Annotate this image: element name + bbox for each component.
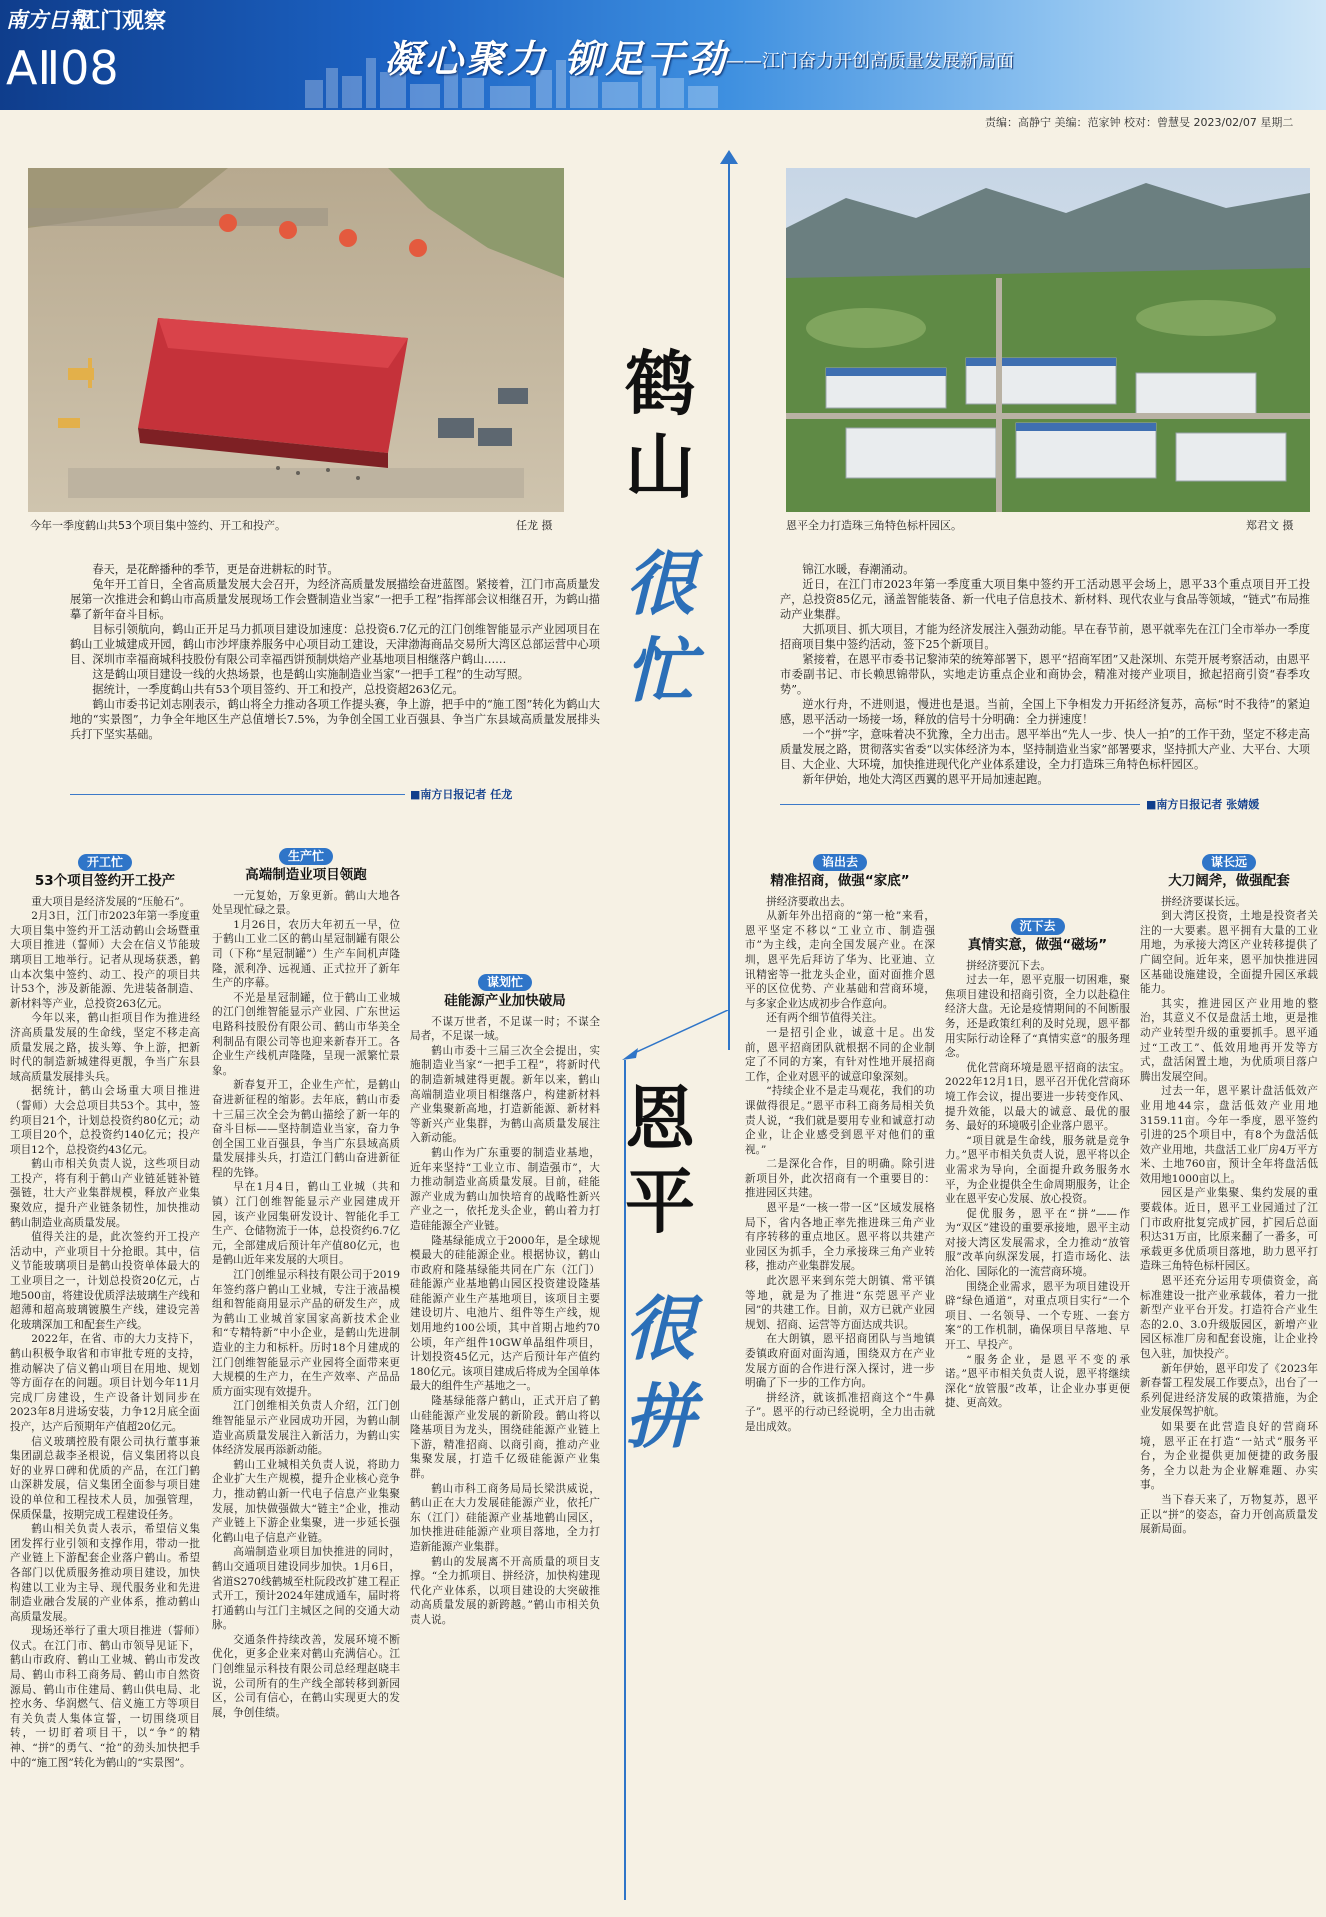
flow-arrow-graphic bbox=[600, 1010, 750, 1070]
article-paragraph: 江门创维相关负责人介绍，江门创维智能显示产业园成功开园，为鹤山制造业高质量发展注入新活力，为鹤山实体经济发展再添新动能。 bbox=[212, 1400, 400, 1457]
article-paragraph: 现场还举行了重大项目推进（誓师）仪式。在江门市、鹤山市领导见证下，鹤山市政府、鹤山工业城、鹤山市发改局、鹤山市科工商务局、鹤山市自然资源局、鹤山市住建局、鹤山供电局、北控水务、华润燃气、信义施工方等项目有关负责人集体宣誓，一切围绕项目转，一切盯着项目干，以“争”的精神、“拼”的勇气、“抢”的劲头加快把手中的“施工图”转化为鹤山的“实景图”。 bbox=[10, 1625, 200, 1769]
left-photo-caption: 今年一季度鹤山共53个项目集中签约、开工和投产。 bbox=[30, 519, 286, 532]
article-paragraph: 拼经济要敢出去。 bbox=[766, 895, 851, 908]
article-paragraph: 在大朗镇，恩平招商团队与当地镇委镇政府面对面沟通，围绕双方在产业发展方面的合作进行深入探讨，进一步明确了下一步的工作方向。 bbox=[745, 1333, 935, 1390]
left-photo-credit: 任龙 摄 bbox=[516, 519, 553, 532]
masthead-banner bbox=[0, 0, 1326, 110]
heshan-intro-paragraph: 鹤山市委书记刘志刚表示，鹤山将全力推动各项工作提头赛，争上游，把手中的“施工图”转化为鹤山大地的“实景图”，力争全年地区生产总值增长7.5%，为争创全国工业百强县、争当广东县域高质量发展排头兵打下坚实基础。 bbox=[70, 698, 600, 741]
article-paragraph: 鹤山市相关负责人说，这些项目动工投产，将有利于鹤山产业链延链补链强链，壮大产业集群规模，释放产业集聚效应，提升产业链条韧性，加快推动鹤山制造业高质量发展。 bbox=[10, 1158, 200, 1229]
heshan-section-kaigong bbox=[10, 848, 200, 1913]
enping-intro-paragraph: 一个“拼”字，意味着决不犹豫，全力出击。恩平举出“先人一步、快人一拍”的工作干劲，坚定不移走高质量发展之路，贯彻落实省委“以实体经济为本，坚持制造业当家”部署要求，坚持抓大产业、大平台、大项目、大企业、大环境，加快推进现代化产业体系建设，全力打造珠三角特色标杆园区。 bbox=[780, 728, 1310, 771]
article-paragraph: “持续企业不是走马观花，我们的功课做得很足。”恩平市科工商务局相关负责人说，“我们就是要用专业和诚意打动企业，让企业感受到恩平对他们的重视。” bbox=[745, 1085, 935, 1156]
heshan-intro bbox=[70, 562, 600, 742]
enping-intro-paragraph: 紧接着，在恩平市委书记黎沛荣的统筹部署下，恩平“招商军团”又赴深圳、东莞开展考察活动，由恩平市委副书记、市长赖思锦带队，实地走访重点企业和商协会，精准对接产业项目，掀起招商引资“春季攻势”。 bbox=[780, 653, 1310, 696]
enping-section-chuqu bbox=[745, 848, 935, 1913]
heshan-intro-paragraph: 兔年开工首日，全省高质量发展大会召开，为经济高质量发展描绘奋进蓝图。紧接着，江门市高质量发展第一次推进会和鹤山市高质量发展现场工作会暨制造业当家“一把手工程”指挥部会议相继召开，为鹤山描摹了新年奋斗目标。 bbox=[70, 578, 600, 621]
article-paragraph: 过去一年，恩平累计盘活低效产业用地44宗，盘活低效产业用地3159.11亩。今年一季度，恩平签约引进的25个项目中，有8个为盘活低效产业用地，共盘活工业厂房4万平方米、土地760亩，预计全年将盘活低效用地1000亩以上。 bbox=[1140, 1085, 1318, 1185]
enping-byline: ■南方日报记者 张婧媛 bbox=[1146, 798, 1260, 811]
enping-title-char-3: 很 bbox=[625, 1287, 695, 1370]
article-paragraph: 隆基绿能成立于2000年，是全球规模最大的硅能源企业。根据协议，鹤山市政府和隆基绿能共同在广东（江门）硅能源产业基地鹤山园区投资建设隆基硅能源产业生产基地项目，该项目主要建设切片、电池片、组件等生产线，规划用地约100公顷，其中首期占地约70公顷，年产组件10GW单晶组件项目，计划投资45亿元，达产后预计年产值约180亿元。该项目建成后将成为全国单体最大的组件生产基地之一。 bbox=[410, 1234, 600, 1393]
article-paragraph: 鹤山市科工商务局局长梁洪威说，鹤山正在大力发展硅能源产业，依托广东（江门）硅能源产业基地鹤山园区，加快推进硅能源产业项目落地，全力打造新能源产业集群。 bbox=[410, 1482, 600, 1553]
article-paragraph: 围绕企业需求，恩平为项目建设开辟“绿色通道”，对重点项目实行“一个项目、一名领导、一个专班、一套方案”的工作机制，确保项目早落地、早开工、早投产。 bbox=[945, 1280, 1130, 1352]
heshan-section-shengchan bbox=[212, 842, 400, 1913]
enping-intro-paragraph: 新年伊始，地处大湾区西翼的恩平开局加速起跑。 bbox=[802, 773, 1049, 786]
article-paragraph: 据统计，鹤山会场重大项目推进（誓师）大会总项目共53个。其中，签约项目21个，计划总投资约80亿元；动工项目20个，总投资约140亿元；投产项目12个，总投资约43亿元。 bbox=[10, 1085, 200, 1156]
construction-site-illustration bbox=[28, 168, 564, 512]
heshan-intro-paragraph: 春天，是花醉播种的季节，更是奋进耕耘的时节。 bbox=[92, 563, 339, 576]
heshan-byline-rule bbox=[70, 794, 405, 795]
enping-section-changyuan bbox=[1140, 848, 1318, 1913]
article-paragraph: 园区是产业集聚、集约发展的重要载体。近日，恩平工业园通过了江门市政府批复完成扩园，扩园后总面积达31万亩，比原来翻了一番多，可承载更多优质项目落地，助力恩平打造珠三角特色标杆园区。 bbox=[1140, 1187, 1318, 1273]
heshan-title-char-3: 很 bbox=[625, 542, 695, 625]
enping-intro bbox=[780, 562, 1310, 787]
article-paragraph: 鹤山相关负责人表示，希望信义集团发挥行业引领和支撑作用，带动一批产业链上下游配套企业落户鹤山。希望各部门以优质服务推动项目建设，加快构建以工业为主导、现代服务业和先进制造业融合发展的产业体系，推动鹤山高质量发展。 bbox=[10, 1523, 200, 1623]
enping-byline-rule bbox=[780, 804, 1140, 805]
article-paragraph: 高端制造业项目加快推进的同时，鹤山交通项目建设同步加快。1月6日，省道S270线鹤城至杜阮段改扩建工程正式开工，预计2024年建成通车，届时将打通鹤山与江门主城区之间的交通大动脉。 bbox=[212, 1546, 400, 1632]
enping-title-char-4: 拼 bbox=[625, 1375, 695, 1458]
section-title: 大刀阔斧，做强配套 bbox=[1168, 873, 1290, 889]
divider-line-lower bbox=[624, 1060, 626, 1900]
heshan-title-char-4: 忙 bbox=[625, 629, 695, 712]
article-paragraph: 鹤山作为广东重要的制造业基地，近年来坚持“工业立市、制造强市”，大力推动制造业高质量发展。目前，硅能源产业成为鹤山加快培育的战略性新兴产业之一，依托龙头企业，鹤山着力打造硅能源全产业链。 bbox=[410, 1146, 600, 1232]
article-paragraph: 从新年外出招商的“第一枪”来看，恩平坚定不移以“工业立市、制造强市”为主线，走向全国发展产业。在深圳，恩平先后拜访了华为、比亚迪、立讯精密等一批龙头企业，面对面推介恩平的区位优势、产业基础和营商环境，与多家企业达成初步合作意向。 bbox=[745, 910, 935, 1010]
article-paragraph: 优化营商环境是恩平招商的法宝。2022年12月1日，恩平召开优化营商环境工作会议，提出要进一步转变作风、提升效能，以最大的诚意、最优的服务、最好的环境吸引企业落户恩平。 bbox=[945, 1061, 1130, 1133]
section-title: 53个项目签约开工投产 bbox=[34, 873, 176, 889]
article-paragraph: 交通条件持续改善，发展环境不断优化，更多企业来对鹤山充满信心。江门创维显示科技有限公司总经理赵晓丰说，公司所有的生产线全部转移到新园区，公司有信心，在鹤山实现更大的发展，争创佳绩。 bbox=[212, 1633, 400, 1719]
article-paragraph: 不光是星冠制罐，位于鹤山工业城的江门创维智能显示产业园、广东世运电路科技股份有限公司、鹤山市华美全利制品有限公司等也迎来新春开工。各企业生产线机声隆隆，呈现一派繁忙景象。 bbox=[212, 991, 400, 1077]
enping-intro-paragraph: 近日，在江门市2023年第一季度重大项目集中签约开工活动恩平会场上，恩平33个重点项目开工投产，总投资85亿元，涵盖智能装备、新一代电子信息技术、新材料、现代农业与食品等领域，“链式”布局推动产业集群。 bbox=[780, 578, 1310, 621]
article-paragraph: 鹤山的发展离不开高质量的项目支撑。“全力抓项目、拼经济，加快构建现代化产业体系，以项目建设的大突破推动高质量发展的新跨越。”鹤山市相关负责人说。 bbox=[410, 1555, 600, 1626]
article-paragraph: 值得关注的是，此次签约开工投产活动中，产业项目十分抢眼。其中，信义节能玻璃项目是鹤山投资单体最大的工业项目之一，计划总投资20亿元，占地500亩，将建设优质浮法玻璃生产线和超薄和超高玻璃镀膜生产线，建设完善化玻璃深加工和配套生产线。 bbox=[10, 1231, 200, 1331]
right-photo-caption: 恩平全力打造珠三角特色标杆园区。 bbox=[786, 519, 962, 532]
article-paragraph: 拼经济，就该抓准招商这个“牛鼻子”。恩平的行动已经说明，全力出击就是出成效。 bbox=[745, 1391, 935, 1433]
heshan-byline: ■南方日报记者 任龙 bbox=[410, 788, 513, 801]
article-paragraph: 过去一年，恩平克服一切困难，聚焦项目建设和招商引资，全力以赴稳住经济大盘。无论是疫情期间的不间断服务，还是政策红利的及时兑现，恩平都用实际行动诠释了“真情实意”的服务理念。 bbox=[945, 974, 1130, 1060]
newspaper-logo: 南方日報 bbox=[6, 7, 90, 32]
article-paragraph: 江门创维显示科技有限公司于2019年签约落户鹤山工业城，专注于液晶模组和智能商用显示产品的研发生产，成为鹤山工业城首家国家高新技术企业和“专精特新”中小企业，是鹤山先进制造业的主力和标杆。历时18个月建成的江门创维智能显示产业园将全面带来更大规模的生产力，在生产效率、产品品质方面实现有效提升。 bbox=[212, 1269, 400, 1398]
section-title: 硅能源产业加快破局 bbox=[444, 993, 566, 1009]
article-paragraph: 此次恩平来到东莞大朗镇、常平镇等地，就是为了推进“东莞恩平产业园”的共建工作。目前，双方已就产业园规划、招商、运营等方面达成共识。 bbox=[745, 1275, 935, 1331]
enping-intro-paragraph: 锦江水暖，春潮涌动。 bbox=[802, 563, 915, 576]
article-paragraph: 到大湾区投资，土地是投资者关注的一大要素。恩平拥有大量的工业用地，为承接大湾区产业转移提供了广阔空间。近年来，恩平加快推进园区基础设施建设，全面提升园区承载能力。 bbox=[1140, 910, 1318, 996]
flow-arrow-top bbox=[714, 148, 744, 168]
section-tag: 生产忙 bbox=[279, 848, 333, 865]
article-paragraph: “项目就是生命线，服务就是竞争力。”恩平市相关负责人说，恩平将以企业需求为导向，全面提升政务服务水平，为企业提供全生命周期服务，让企业在恩平安心发展、放心投资。 bbox=[945, 1134, 1130, 1206]
article-paragraph: 二是深化合作，目的明确。除引进新项目外，此次招商有一个重要目的：推进园区共建。 bbox=[745, 1158, 935, 1200]
section-tag: 谄出去 bbox=[813, 854, 867, 871]
page-number: AⅡ08 bbox=[6, 41, 119, 95]
heshan-intro-paragraph: 目标引领航向，鹤山正开足马力抓项目建设加速度：总投资6.7亿元的江门创维智能显示产业园项目在鹤山工业城建成开园，鹤山市沙坪康养服务中心项目动工建设，天津渤海商品交易所大湾区总部运营中心项目、深圳市幸福商城科技股份有限公司幸福西饼预制烘焙产业基地项目相继落户鹤山…… bbox=[70, 623, 600, 666]
article-paragraph: 信义玻璃控股有限公司执行董事兼集团副总裁李圣根说，信义集团将以良好的业界口碑和优质的产品，在江门鹤山深耕发展，信义集团全面参与项目建设的单位和工程技术人员，加强管理，保质保量，按期完成工程建设任务。 bbox=[10, 1435, 200, 1521]
heshan-title-char-1: 鹤 bbox=[625, 342, 695, 425]
divider-line-upper bbox=[728, 160, 730, 1050]
article-paragraph: 重大项目是经济发展的“压舱石”。 bbox=[31, 895, 191, 908]
section-title: 精准招商，做强“家底” bbox=[770, 873, 910, 889]
article-paragraph: 其实，推进园区产业用地的整治，其意义不仅是盘活土地，更是推动产业转型升级的重要抓手。恩平通过“工改工”、低效用地再开发等方式，盘活闲置土地，为优质项目落户腾出发展空间。 bbox=[1140, 997, 1318, 1083]
article-paragraph: 鹤山市委十三届三次全会提出，实施制造业当家“一把手工程”，将新时代的制造新城建得更靓。新年以来，鹤山高端制造业项目相继落户，构建新材料产业集聚新高地，打造新能源、新材料等新兴产业集群，为鹤山高质量发展注入新动能。 bbox=[410, 1044, 600, 1145]
section-title: 高端制造业项目领跑 bbox=[245, 867, 367, 883]
section-tag: 沉下去 bbox=[1011, 918, 1065, 935]
section-tag: 谋划忙 bbox=[478, 974, 532, 991]
enping-section-chenxia bbox=[945, 912, 1130, 1913]
article-paragraph: 当下春天来了，万物复苏，恩平正以“拼”的姿态，奋力开创高质量发展新局面。 bbox=[1140, 1493, 1318, 1536]
article-paragraph: 拼经济要谋长远。 bbox=[1161, 895, 1246, 908]
page-slogan: 凝心聚力 铆足干劲 bbox=[384, 37, 729, 81]
heshan-title-char-2: 山 bbox=[625, 425, 695, 508]
article-paragraph: 如果要在此营造良好的营商环境，恩平正在打造“一站式”服务平台，为企业提供更加便捷的政务服务，全力以赴为企业解难题、办实事。 bbox=[1140, 1420, 1318, 1492]
article-paragraph: 2月3日，江门市2023年第一季度重大项目集中签约开工活动鹤山会场暨重大项目推进（誓师）大会在信义节能玻璃项目工地举行。记者从现场获悉，鹤山本次集中签约、动工、投产的项目共计53个，涉及新能源、先进装备制造、新材料等产业，总投资263亿元。 bbox=[10, 910, 200, 1010]
article-paragraph: 一是招引企业，诚意十足。出发前，恩平招商团队就根据不同的企业制定了不同的方案，有针对性地开展招商工作，企业对恩平的诚意印象深刻。 bbox=[745, 1026, 935, 1083]
right-photo-credit: 郑君文 摄 bbox=[1246, 519, 1294, 532]
enping-park-photo bbox=[786, 168, 1310, 512]
article-paragraph: 恩平是“一核一带一区”区域发展格局下，省内各地正率先推进珠三角产业有序转移的重点地区。恩平将以共建产业园区为抓手，全力承接珠三角产业转移，推动产业集群发展。 bbox=[745, 1202, 935, 1273]
article-paragraph: “服务企业，是恩平不变的承诺。”恩平市相关负责人说，恩平将继续深化“放管服”改革，让企业办事更便捷、更高效。 bbox=[945, 1353, 1130, 1410]
article-paragraph: 今年以来，鹤山拒项目作为推进经济高质量发展的生命线，坚定不移走高质量发展之路，拔头筹、争上游，把新时代的制造新城建得更靓，争当广东县域高质量发展排头兵。 bbox=[10, 1012, 200, 1083]
article-paragraph: 拼经济要沉下去。 bbox=[966, 959, 1051, 972]
section-title: 真情实意，做强“磁场” bbox=[967, 937, 1108, 953]
heshan-intro-paragraph: 这是鹤山项目建设一线的火热场景，也是鹤山实施制造业当家“一把手工程”的生动写照。 bbox=[92, 668, 529, 681]
article-paragraph: 隆基绿能落户鹤山，正式开启了鹤山硅能源产业发展的新阶段。鹤山将以隆基项目为龙头，围绕硅能源产业链上下游，精准招商、以商引商，推动产业集聚发展，打造千亿级硅能源产业集群。 bbox=[410, 1395, 600, 1480]
article-paragraph: 1月26日，农历大年初五一早，位于鹤山工业二区的鹤山星冠制罐有限公司（下称“星冠制罐”）生产车间机声隆隆，派利净、远视通、正式拉开了新年生产的序幕。 bbox=[212, 918, 400, 990]
section-tag: 开工忙 bbox=[78, 854, 132, 871]
article-paragraph: 2022年，在省、市的大力支持下，鹤山积极争取省和市审批专班的支持，推动解决了信义鹤山项目在用地、规划等方面存在的问题。项目计划今年11月完成厂房建设，生产设备计划同步在2023年8月进场安装，力争12月底全面投产，达产后预期年产值超20亿元。 bbox=[10, 1333, 200, 1433]
section-tag: 谋长远 bbox=[1202, 854, 1256, 871]
industrial-park-illustration bbox=[786, 168, 1310, 512]
article-paragraph: 还有两个细节值得关注。 bbox=[766, 1012, 883, 1025]
page-sub-slogan: ——江门奋力开创高质量发展新局面 bbox=[726, 51, 1014, 72]
enping-intro-paragraph: 逆水行舟，不进则退，慢进也是退。当前，全国上下争相发力开拓经济复苏，高标“时不我待”的紧迫感，恩平活动一场接一场，释放的信号十分明确：全力拼速度！ bbox=[780, 698, 1310, 726]
editor-meta: 责编：高静宁 美编：范家钟 校对：曾慧旻 2023/02/07 星期二 bbox=[985, 116, 1294, 129]
article-paragraph: 一元复始，万象更新。鹤山大地各处呈现忙碌之景。 bbox=[212, 889, 400, 917]
heshan-construction-photo bbox=[28, 168, 564, 512]
heshan-section-mouhua bbox=[410, 968, 600, 1913]
enping-title-char-1: 恩 bbox=[625, 1077, 695, 1160]
article-paragraph: 恩平还充分运用专项债资金，高标准建设一批产业承载体，着力一批新型产业平台开发。打造符合产业生态的2.0、3.0升级版园区，新增产业园区标准厂房和配套设施，让企业拎包入驻，加快投产。 bbox=[1140, 1275, 1318, 1360]
enping-intro-paragraph: 大抓项目、抓大项目，才能为经济发展注入强劲动能。早在春节前，恩平就率先在江门全市举办一季度招商项目集中签约活动，签下25个新项目。 bbox=[780, 623, 1310, 651]
article-paragraph: 鹤山工业城相关负责人说，将助力企业扩大生产规模，提升企业核心竞争力，推动鹤山新一代电子信息产业集聚发展，加快做强做大“链主”企业，推动产业链上下游企业集聚，进一步延长强化鹤山电子信息产业链。 bbox=[212, 1458, 400, 1544]
article-paragraph: 新年伊始，恩平印发了《2023年新春誓工程发展工作要点》，出台了一系列促进经济发展的政策措施，为企业发展保驾护航。 bbox=[1140, 1362, 1318, 1419]
article-paragraph: 新春复开工，企业生产忙，是鹤山奋进新征程的缩影。去年底，鹤山市委十三届三次全会为鹤山描绘了新一年的奋斗目标——坚持制造业当家，奋力争创全国工业百强县，争当广东县域高质量发展排头兵，打造江门鹤山奋进新征程的先锋。 bbox=[212, 1079, 400, 1179]
article-paragraph: 早在1月4日，鹤山工业城（共和镇）江门创维智能显示产业园建成开园，该产业园集研发设计、智能化手工生产、仓储物流于一体，总投资约6.7亿元，全部建成后预计年产值80亿元，也是鹤山近年来发展的大项目。 bbox=[212, 1181, 400, 1267]
section-title: 江门观察 bbox=[78, 9, 167, 34]
heshan-intro-paragraph: 据统计，一季度鹤山共有53个项目签约、开工和投产，总投资超263亿元。 bbox=[92, 683, 464, 696]
article-paragraph: 促优服务，恩平在“拼”——作为“双区”建设的重要承接地，恩平主动对接大湾区发展需求，全力推动“放管服”改革向纵深发展，打造市场化、法治化、国际化的一流营商环境。 bbox=[945, 1207, 1130, 1279]
article-paragraph: 不谋万世者，不足谋一时；不谋全局者，不足谋一域。 bbox=[410, 1015, 600, 1043]
enping-title-char-2: 平 bbox=[625, 1160, 695, 1243]
